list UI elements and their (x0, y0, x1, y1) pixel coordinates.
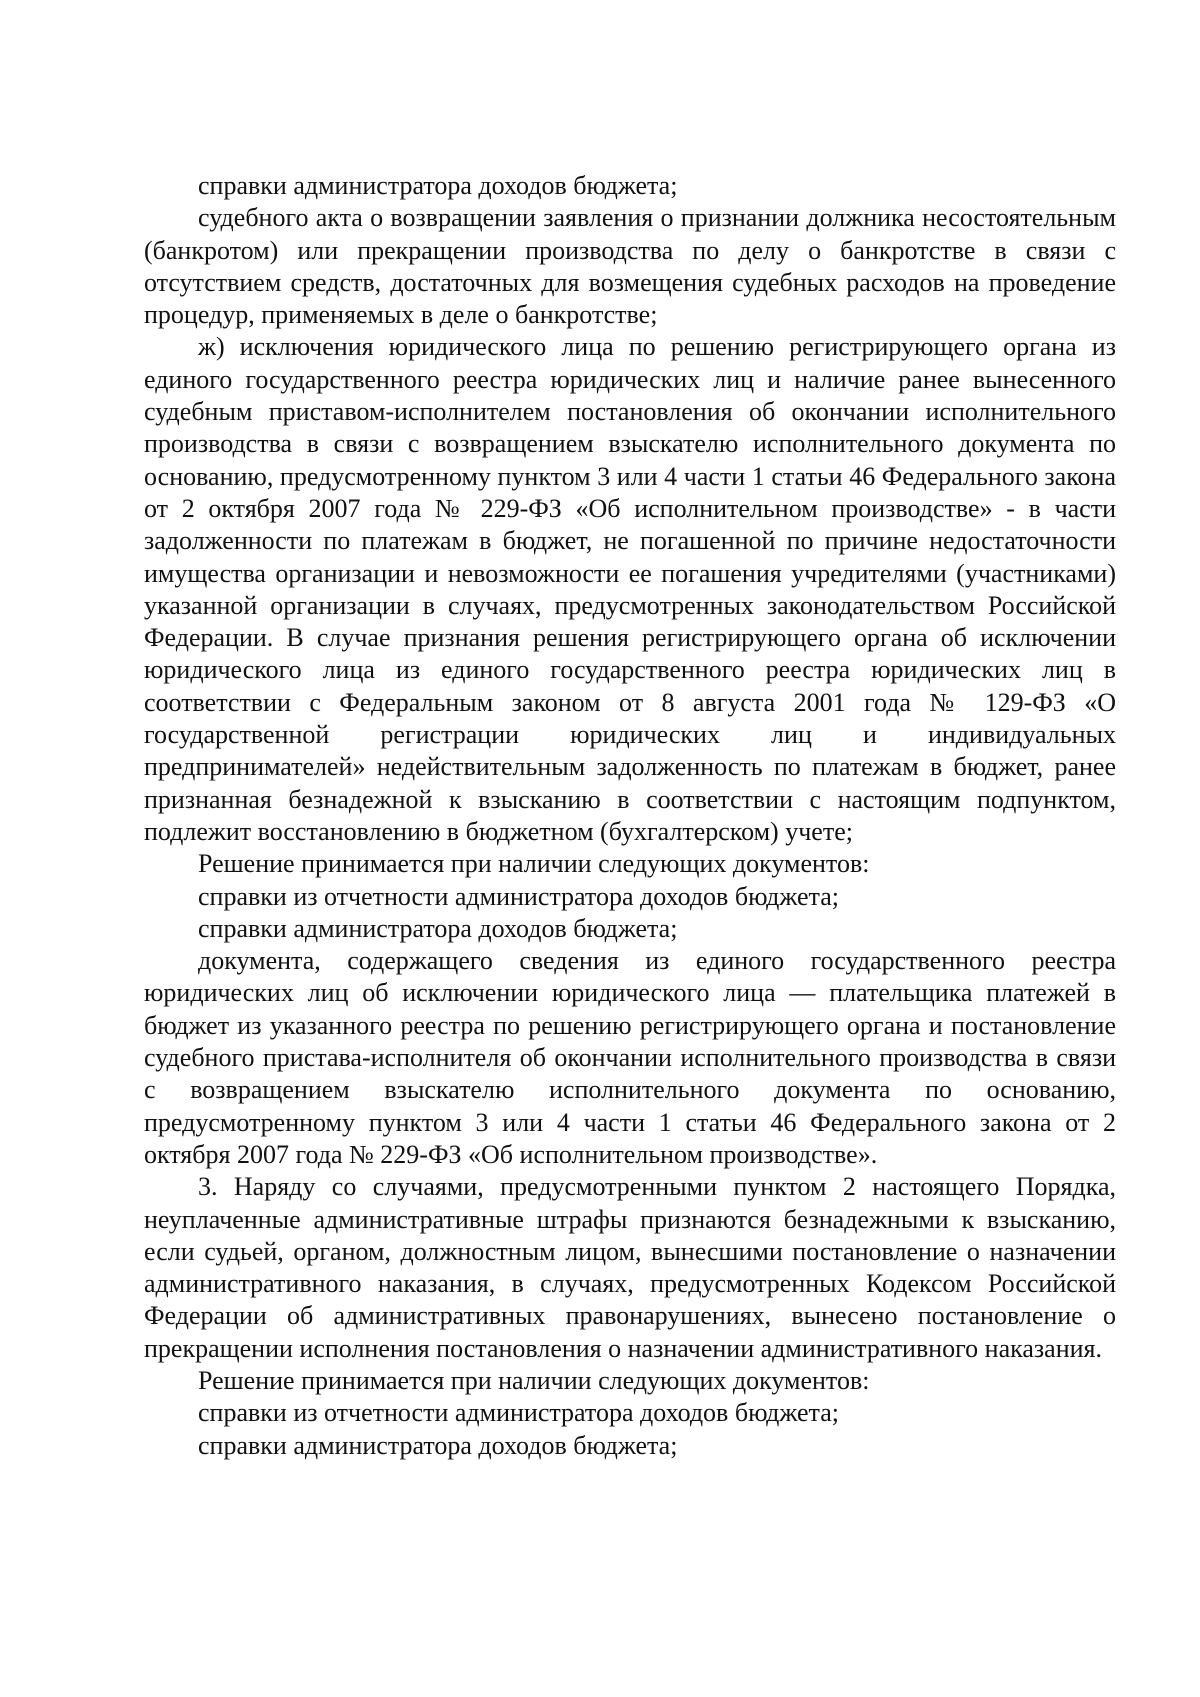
paragraph-budget-admin-certificate-2: справки администратора доходов бюджета; (198, 913, 678, 943)
paragraph-decision-documents-2: Решение принимается при наличии следующих документов: (198, 1365, 870, 1395)
paragraph-budget-admin-certificate: справки администратора доходов бюджета; (198, 171, 678, 200)
paragraph-section-3: 3. Наряду со случаями, предусмотренными пунктом 2 настоящего Порядка, неуплаченные административные штрафы признаются безнадежными к взысканию, если судьей, органом, должностным лицом, вынесшими постановление о назначении административного наказания, в случаях, предусмотренных Кодексом Российской Федерации об административных правонарушениях, вынесено постановление о прекращении исполнения постановления о назначении административного наказания. (144, 1172, 1116, 1363)
paragraph-decision-documents: Решение принимается при наличии следующих документов: (198, 849, 870, 879)
paragraph-reporting-certificate: справки из отчетности администратора доходов бюджета; (198, 881, 839, 911)
paragraph-item-zh: ж) исключения юридического лица по решению регистрирующего органа из единого государственного реестра юридических лиц и наличие ранее вынесенного судебным приставом-исполнителем постановления об окончании исполнительного производства в связи с возвращением взыскателю исполнительного документа по основанию, предусмотренному пунктом 3 или 4 части 1 статьи 46 Федерального закона от 2 октября 2007 года № 229-ФЗ «Об исполнительном производстве» - в части задолженности по платежам в бюджет, не погашенной по причине недостаточности имущества организации и невозможности ее погашения учредителями (участниками) указанной организации в случаях, предусмотренных законодательством Российской Федерации. В случае признания решения регистрирующего органа об исключении юридического лица из единого государственного реестра юридических лиц в соответствии с Федеральным законом от 8 августа 2001 года № 129-ФЗ «О государственной регистрации юридических лиц и индивидуальных предпринимателей» недействительным задолженность по платежам в бюджет, ранее признанная безнадежной к взысканию в соответствии с настоящим подпунктом, подлежит восстановлению в бюджетном (бухгалтерском) учете; (144, 332, 1116, 846)
document-page (144, 170, 1116, 1462)
paragraph-reporting-certificate-2: справки из отчетности администратора доходов бюджета; (198, 1398, 839, 1428)
paragraph-budget-admin-certificate-3: справки администратора доходов бюджета; (198, 1430, 678, 1460)
paragraph-court-act: судебного акта о возвращении заявления о признании должника несостоятельным (банкротом) или прекращении производства по делу о банкротстве в связи с отсутствием средств, достаточных для возмещения судебных расходов на проведение процедур, применяемых в деле о банкротстве; (144, 203, 1116, 330)
paragraph-registry-document: документа, содержащего сведения из единого государственного реестра юридических лиц об исключении юридического лица — плательщика платежей в бюджет из указанного реестра по решению регистрирующего органа и постановление судебного пристава-исполнителя об окончании исполнительного производства в связи с возвращением взыскателю исполнительного документа по основанию, предусмотренному пунктом 3 или 4 части 1 статьи 46 Федерального закона от 2 октября 2007 года № 229-ФЗ «Об исполнительном производстве». (144, 946, 1116, 1169)
